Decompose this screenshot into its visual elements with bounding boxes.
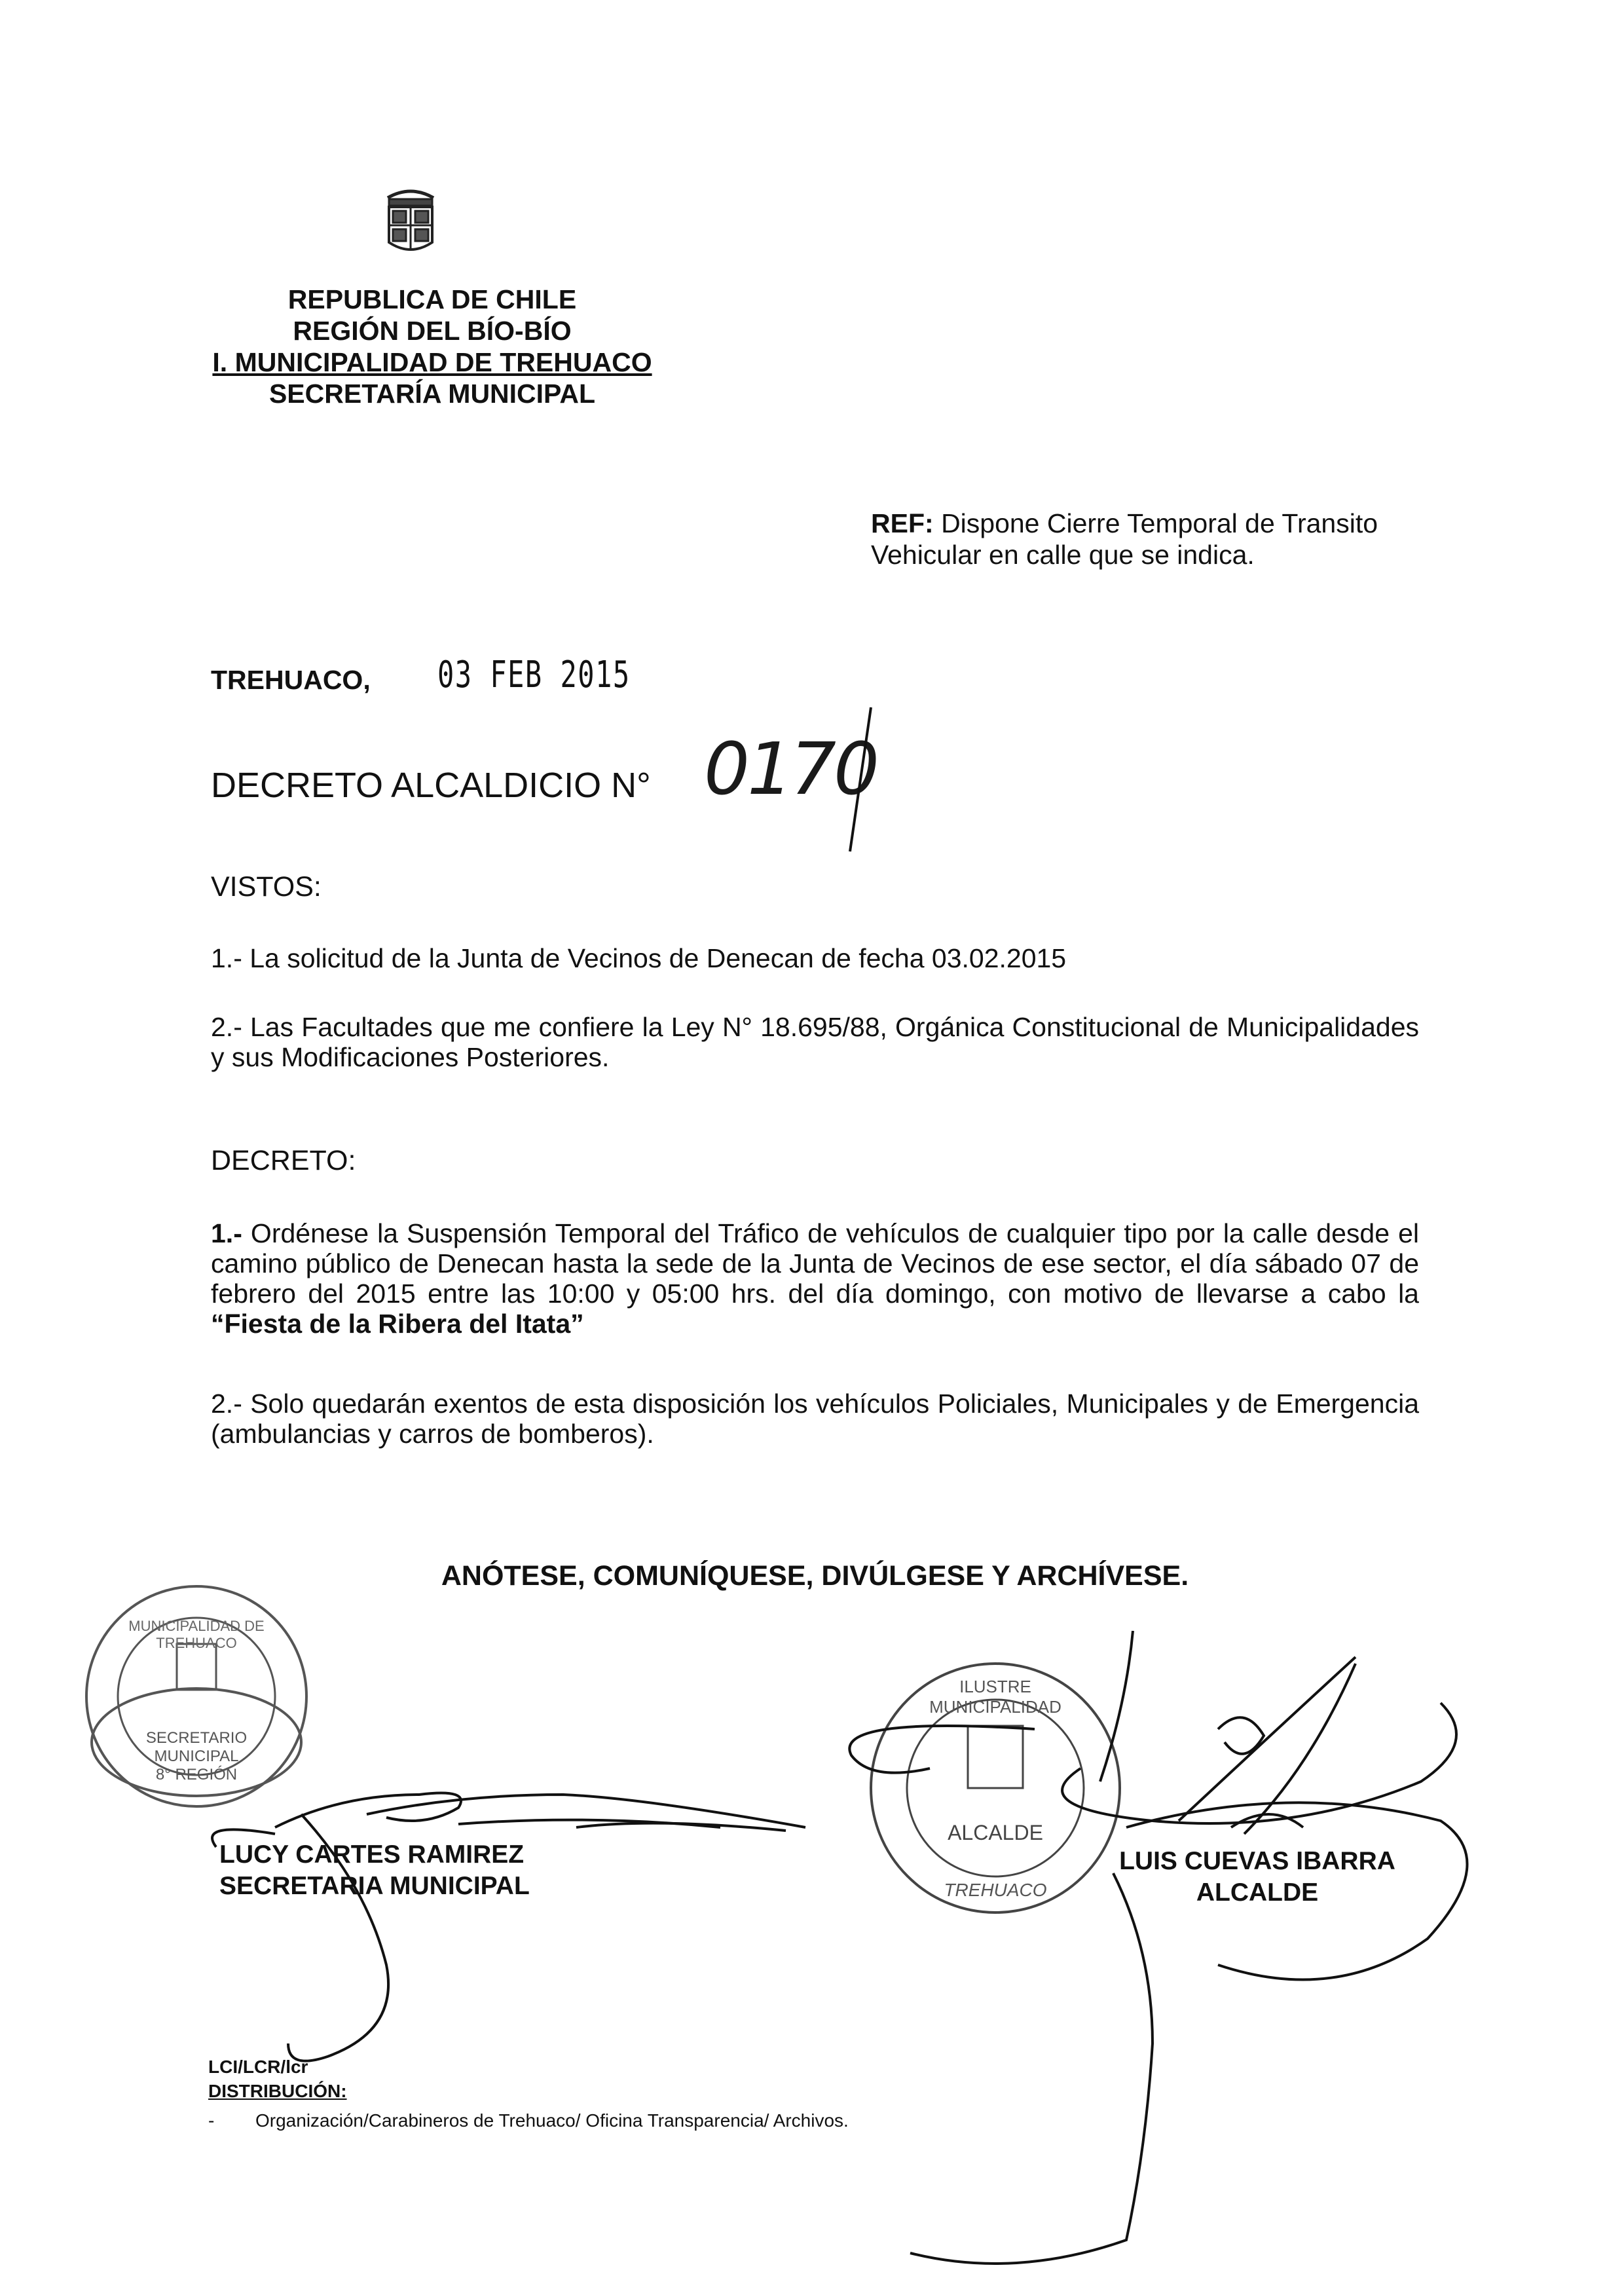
ref-block [871,508,1428,570]
decreto-item-2: 2.- Solo quedarán exentos de esta disposición los vehículos Policiales, Municipales y de Emergencia (ambulancias y carros de bomberos). [211,1389,1419,1449]
vistos-item-2: 2.- Las Facultades que me confiere la Ley N° 18.695/88, Orgánica Constitucional de Municipalidades y sus Modificaciones Posteriores. [211,1012,1419,1072]
date-stamp: 03 FEB 2015 [437,654,631,696]
decreto-item-1-text: Ordénese la Suspensión Temporal del Tráfico de vehículos de cualquier tipo por la calle desde el camino público de Denecan hasta la sede de la Junta de Vecinos de ese sector, el día sábado 07 de febrero del 2015 entre las 10:00 y 05:00 hrs. del día domingo, con motivo de llevarse a cabo la [211,1218,1419,1309]
left-stamp-ring-text: MUNICIPALIDAD DE TREHUACO [128,1618,265,1651]
left-stamp-line1: SECRETARIO [145,1729,248,1747]
ref-text-line2: Vehicular en calle que se indica. [871,540,1255,570]
decree-title-text: DECRETO ALCALDICIO N° [211,766,651,805]
place-label: TREHUACO, [211,665,371,695]
initials: LCI/LCR/lcr [208,2057,308,2077]
distribution-bullet: - [208,2110,215,2131]
decree-number-handwritten: 0170 [704,727,877,811]
decree-title [211,765,651,806]
right-stamp-bottom-text: TREHUACO [944,1880,1047,1900]
header-republic: REPUBLICA DE CHILE [287,284,577,314]
ref-label: REF: [871,508,934,538]
distribution-label: DISTRIBUCIÓN: [208,2081,347,2101]
left-signatory [219,1839,530,1902]
right-stamp-ring-text: ILUSTRE MUNICIPALIDAD [929,1677,1061,1717]
ref-text-line1: Dispone Cierre Temporal de Transito [941,508,1378,538]
header-region: REGIÓN DEL BÍO-BÍO [293,316,572,346]
left-signature-scribble [212,1793,805,2061]
distribution-text: Organización/Carabineros de Trehuaco/ Oficina Transparencia/ Archivos. [255,2110,849,2131]
left-stamp-line3: 8° REGIÓN [155,1766,238,1783]
closing-formula: ANÓTESE, COMUNÍQUESE, DIVÚLGESE Y ARCHÍVESE. [441,1560,1189,1592]
left-signatory-name: LUCY CARTES RAMIREZ [219,1840,525,1869]
right-signatory-name: LUIS CUEVAS IBARRA [1119,1847,1395,1875]
right-stamp-center-text: ALCALDE [948,1821,1043,1844]
left-stamp-line2: MUNICIPAL [154,1747,239,1765]
left-stamp-text [128,1729,265,1784]
left-signatory-title: SECRETARIA MUNICIPAL [219,1872,530,1900]
vistos-item-1: 1.- La solicitud de la Junta de Vecinos de Denecan de fecha 03.02.2015 [211,943,1067,973]
header-municipality: I. MUNICIPALIDAD DE TREHUACO [212,347,652,377]
vistos-heading: VISTOS: [211,871,322,903]
right-signatory-title: ALCALDE [1196,1878,1319,1907]
right-signatory [1113,1846,1401,1909]
decreto-item-1 [211,1218,1419,1339]
decreto-item-1-event: “Fiesta de la Ribera del Itata” [211,1309,584,1339]
decreto-heading: DECRETO: [211,1145,356,1176]
header-secretariat: SECRETARÍA MUNICIPAL [268,379,596,409]
right-signature-scribble [849,1631,1467,2264]
decreto-item-1-number: 1.- [211,1218,242,1248]
